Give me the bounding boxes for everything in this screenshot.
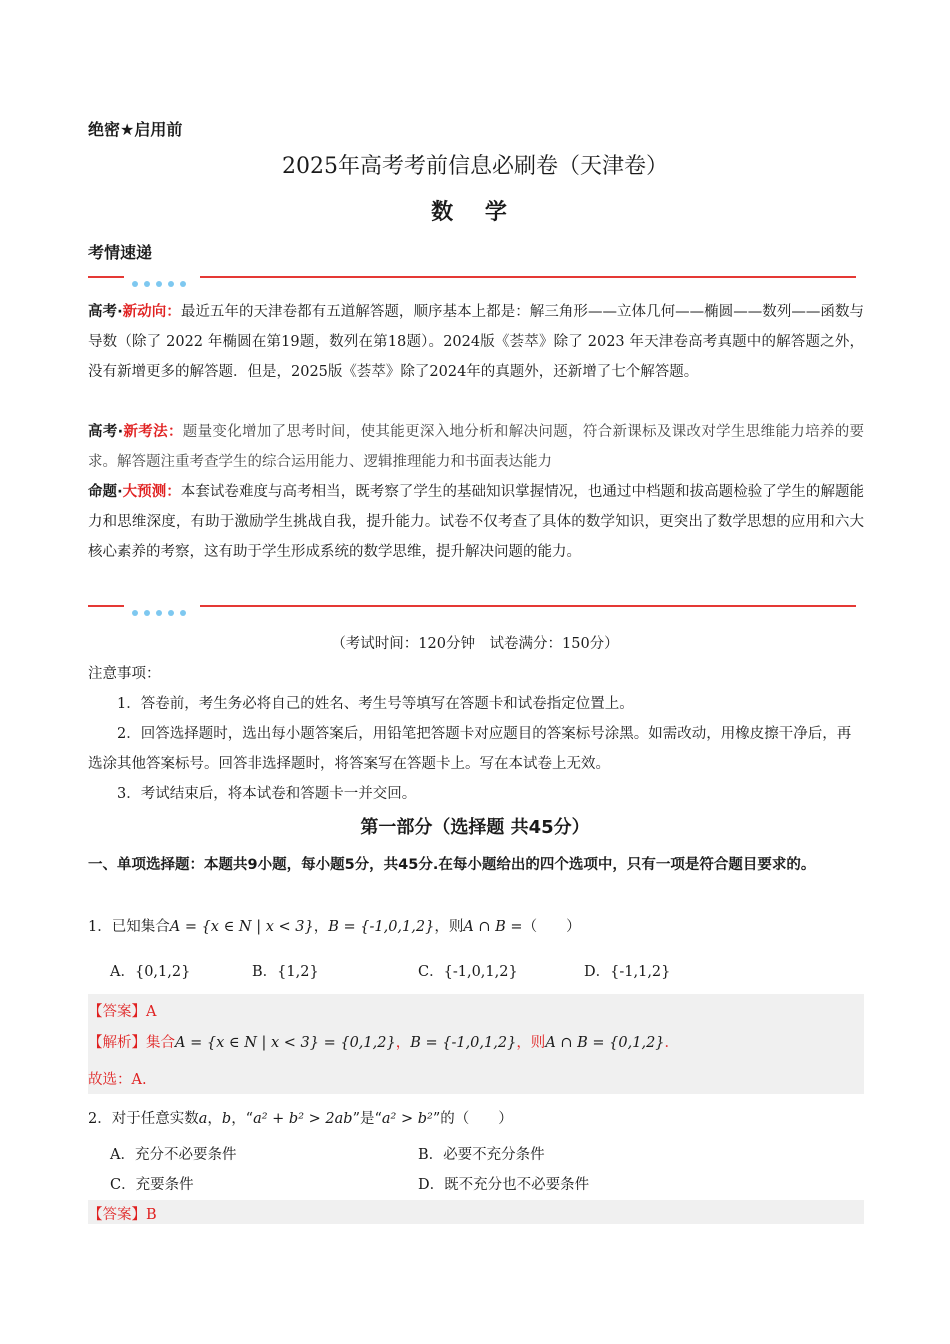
q2-option-d[interactable]: D．既不充分也不必要条件 [418,1177,590,1193]
part-one-title: 第一部分（选择题 共45分） [360,817,590,838]
method-label-key: 新考法 [123,424,168,440]
prediction-label-key: 大预测 [122,484,167,500]
q1-answer-box [88,994,864,1094]
method-text: 题量变化增加了思考时间，使其能更深入地分析和解决问题，符合新课标及课改对学生思维能力培养的要求。解答题注重考查学生的综合运用能力、逻辑推理能力和书面表达能力 [88,424,865,470]
overview-new-method: 高考·新考法：题量变化增加了思考时间，使其能更深入地分析和解决问题，符合新课标及课改对学生思维能力培养的要求。解答题注重考查学生的综合运用能力、逻辑推理能力和书面表达能力 [88,424,865,470]
q2-option-b[interactable]: B．必要不充分条件 [418,1147,545,1163]
q1-analysis: 【解析】集合A = {x ∈ N | x < 3} = {0,1,2}，B = {-1,0,1,2}，则A ∩ B = {0,1,2}． [88,1035,680,1051]
intersection-expr: A ∩ B = [463,919,523,935]
note-item: 1．答卷前，考生务必将自己的姓名、考生号等填写在答题卡和试卷指定位置上。 [117,696,634,712]
subject-title: 数 学 [431,199,519,225]
q2-option-a[interactable]: A．充分不必要条件 [110,1147,237,1163]
trend-label-key: 新动向 [122,304,167,320]
note-item: 2．回答选择题时，选出每小题答案后，用铅笔把答题卡对应题目的答案标号涂黑。如需改动，用橡皮擦干净后，再选涂其他答案标号。回答非选择题时，将答案写在答题卡上。写在本试卷上无效。 [88,726,852,772]
exam-info: （考试时间：120分钟 试卷满分：150分） [331,636,619,652]
q1-answer: 【答案】A [88,1004,157,1020]
notes-title: 注意事项： [88,666,161,682]
q1-option-d[interactable]: D．{-1,1,2} [584,964,671,980]
condition-2-expr: a² > b² [381,1111,433,1127]
q1-option-c[interactable]: C．{-1,0,1,2} [418,964,518,980]
overview-heading: 考情速递 [88,243,153,262]
overview-new-trend: 高考·新动向：最近五年的天津卷都有五道解答题，顺序基本上都是：解三角形——立体几何——椭圆——数列——函数与导数（除了 2022 年椭圆在第19题，数列在第18题）。2024版《荟萃》除了 2023 年天津卷高考真题中的解答题之外，没有新增更多的解答题．但是，2025版《荟萃》除了2024年的真题外，还新增了七个解答题。 [88,304,865,380]
top-divider [88,272,856,282]
trend-label-prefix: 高考· [88,304,123,320]
bottom-divider [88,601,856,611]
q2-option-c[interactable]: C．充要条件 [110,1177,194,1193]
set-b-expr: B = {-1,0,1,2} [328,919,435,935]
q2-answer: 【答案】B [88,1207,157,1223]
question-1: 1．已知集合A = {x ∈ N | x < 3}，B = {-1,0,1,2}，则A ∩ B =（ ） [88,919,581,935]
set-a-expr: A = {x ∈ N | x < 3} [169,919,314,935]
notes [88,659,864,809]
condition-1-expr: a² + b² > 2ab [253,1111,353,1127]
confidential-mark: 绝密★启用前 [88,120,183,139]
q1-conclusion: 故选：A. [88,1072,147,1088]
paper-title: 2025年高考考前信息必刷卷（天津卷） [282,154,668,179]
q2-answer-box [88,1200,864,1224]
question-2: 2．对于任意实数a，b，“a² + b² > 2ab”是“a² > b²”的（ ） [88,1111,513,1127]
note-item: 3．考试结束后，将本试卷和答题卡一并交回。 [117,786,417,802]
overview-prediction: 命题·大预测：本套试卷难度与高考相当，既考察了学生的基础知识掌握情况，也通过中档题和拔高题检验了学生的解题能力和思维深度，有助于激励学生挑战自我，提升能力。试卷不仅考查了具体的数学知识，更突出了数学思想的应用和六大核心素养的考察，这有助于学生形成系统的数学思维，提升解决问题的能力。 [88,484,865,560]
trend-text: 最近五年的天津卷都有五道解答题，顺序基本上都是：解三角形——立体几何——椭圆——数列——函数与导数（除了 2022 年椭圆在第19题，数列在第18题）。2024版《荟萃》除了 2023 年天津卷高考真题中的解答题之外，没有新增更多的解答题．但是，2025版《荟萃》除了2024年的真题外，还新增了七个解答题。 [88,304,865,380]
method-label-prefix: 高考· [88,424,124,440]
q1-option-a[interactable]: A．{0,1,2} [110,964,191,980]
q1-option-b[interactable]: B．{1,2} [252,964,319,980]
prediction-label-prefix: 命题· [88,484,123,500]
section-one-instructions: 一、单项选择题：本题共9小题，每小题5分，共45分.在每小题给出的四个选项中，只有一项是符合题目要求的。 [88,857,816,873]
prediction-text: 本套试卷难度与高考相当，既考察了学生的基础知识掌握情况，也通过中档题和拔高题检验了学生的解题能力和思维深度，有助于激励学生挑战自我，提升能力。试卷不仅考查了具体的数学知识，更突出了数学思想的应用和六大核心素养的考察，这有助于学生形成系统的数学思维，提升解决问题的能力。 [88,484,865,560]
